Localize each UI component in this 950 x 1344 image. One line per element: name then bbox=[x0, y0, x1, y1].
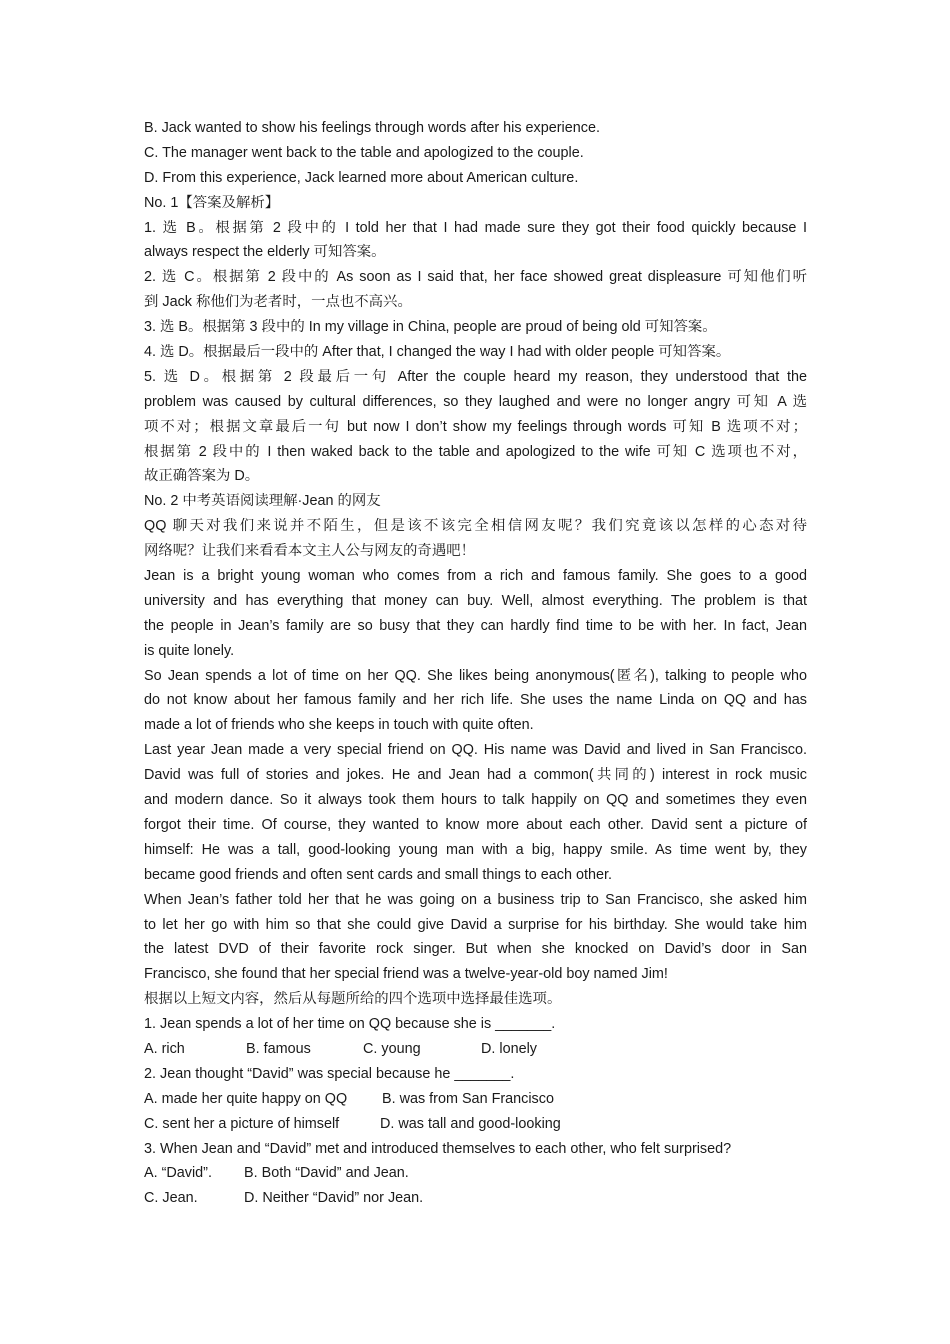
option-a: A. rich bbox=[144, 1040, 185, 1057]
answer-line: 到 Jack 称他们为老者时，一点也不高兴。 bbox=[144, 294, 412, 311]
option-b: B. famous bbox=[246, 1040, 311, 1057]
option-d: D. was tall and good-looking bbox=[380, 1115, 561, 1132]
paragraph-line: David was full of stories and jokes. He and Jean had a common(共同的) interest in rock music bbox=[144, 767, 807, 784]
option-a: A. made her quite happy on QQ bbox=[144, 1090, 348, 1107]
paragraph-line: Francisco, she found that her special friend was a twelve-year-old boy named Jim! bbox=[144, 966, 668, 983]
paragraph-line: the latest DVD of their favorite rock singer. But when she knocked on David’s door in San bbox=[144, 941, 807, 958]
option-c: C. Jean. bbox=[144, 1190, 198, 1207]
question-1-options bbox=[144, 1037, 807, 1062]
question-3-options-row-1 bbox=[144, 1161, 807, 1186]
answer-line: 2. 选 C。根据第 2 段中的 As soon as I said that, her face showed great displeasure 可知他们听 bbox=[144, 269, 807, 286]
answer-line: 3. 选 B。根据第 3 段中的 In my village in China, people are proud of being old 可知答案。 bbox=[144, 319, 717, 336]
option-c: C. young bbox=[363, 1040, 421, 1057]
paragraph-line: do not know about her famous family and her rich life. She uses the name Linda on QQ and has bbox=[144, 692, 807, 709]
option-b: B. was from San Francisco bbox=[382, 1090, 554, 1107]
question-2-options-row-1 bbox=[144, 1087, 807, 1112]
question-3: 3. When Jean and “David” met and introduced themselves to each other, who felt surprised? bbox=[144, 1140, 732, 1157]
paragraph-line: made a lot of friends who she keeps in touch with quite often. bbox=[144, 717, 534, 734]
paragraph-line: and modern dance. So it always took them hours to talk happily on QQ and sometimes they even bbox=[144, 792, 807, 809]
option-a: A. “David”. bbox=[144, 1165, 212, 1182]
question-3-options-row-2 bbox=[144, 1186, 807, 1211]
answer-line: 1. 选 B。根据第 2 段中的 I told her that I had made sure they got their food quickly because I bbox=[144, 219, 807, 236]
paragraph-line: became good friends and often sent cards and small things to each other. bbox=[144, 866, 612, 883]
option-d: D. lonely bbox=[481, 1040, 537, 1057]
intro-line: QQ 聊天对我们来说并不陌生，但是该不该完全相信网友呢？我们究竟该以怎样的心态对待 bbox=[144, 518, 807, 535]
intro-line: 网络呢？让我们来看看本文主人公与网友的奇遇吧！ bbox=[144, 543, 475, 560]
answer-line: 根据第 2 段中的 I then waked back to the table and apologized to the wife 可知 C 选项也不对， bbox=[144, 443, 807, 460]
prev-option-d: D. From this experience, Jack learned more about American culture. bbox=[144, 169, 579, 186]
answer-line: problem was caused by cultural differences, so they laughed and were no longer angry 可知 A 选 bbox=[144, 393, 807, 410]
paragraph-line: forgot their time. Of course, they wanted to know more about each other. David sent a picture of bbox=[144, 816, 807, 833]
paragraph-line: When Jean’s father told her that he was going on a business trip to San Francisco, she asked him bbox=[144, 891, 807, 908]
prev-option-b: B. Jack wanted to show his feelings through words after his experience. bbox=[144, 120, 600, 136]
paragraph-line: is quite lonely. bbox=[144, 642, 235, 659]
answer-line: 故正确答案为 D。 bbox=[144, 468, 260, 485]
prev-option-c: C. The manager went back to the table and apologized to the couple. bbox=[144, 144, 584, 161]
answer-line: 5. 选 D。根据第 2 段最后一句 After the couple heard my reason, they understood that the bbox=[144, 368, 807, 385]
option-c: C. sent her a picture of himself bbox=[144, 1115, 340, 1132]
paragraph-line: So Jean spends a lot of time on her QQ. She likes being anonymous(匿名), talking to people who bbox=[144, 667, 807, 684]
option-d: D. Neither “David” nor Jean. bbox=[244, 1190, 424, 1207]
answer-line: 4. 选 D。根据最后一段中的 After that, I changed the way I had with older people 可知答案。 bbox=[144, 344, 731, 361]
paragraph-line: to let her go with him so that she could give David a surprise for his birthday. She would take him bbox=[144, 916, 807, 933]
instruction-line: 根据以上短文内容，然后从每题所给的四个选项中选择最佳选项。 bbox=[144, 991, 562, 1008]
question-2: 2. Jean thought “David” was special because he _______. bbox=[144, 1065, 515, 1082]
answer-line: always respect the elderly 可知答案。 bbox=[144, 244, 386, 261]
paragraph-line: the people in Jean’s family are so busy that they can hardly find time to be with her. In fact, Jean bbox=[144, 617, 807, 634]
option-b: B. Both “David” and Jean. bbox=[244, 1165, 409, 1182]
answers-heading: No. 1【答案及解析】 bbox=[144, 194, 280, 211]
document-page bbox=[144, 116, 807, 1211]
paragraph-line: Last year Jean made a very special friend on QQ. His name was David and lived in San Francisco. bbox=[144, 742, 807, 759]
article-heading: No. 2 中考英语阅读理解·Jean 的网友 bbox=[144, 493, 381, 510]
paragraph-line: university and has everything that money can buy. Well, almost everything. The problem is that bbox=[144, 592, 807, 609]
question-2-options-row-2 bbox=[144, 1112, 807, 1137]
paragraph-line: himself: He was a tall, good-looking young man with a big, happy smile. As time went by, they bbox=[144, 841, 807, 858]
question-1: 1. Jean spends a lot of her time on QQ because she is _______. bbox=[144, 1016, 556, 1033]
answer-line: 项不对；根据文章最后一句 but now I don’t show my feelings through words 可知 B 选项不对； bbox=[144, 418, 807, 435]
paragraph-line: Jean is a bright young woman who comes from a rich and famous family. She goes to a good bbox=[144, 568, 807, 585]
